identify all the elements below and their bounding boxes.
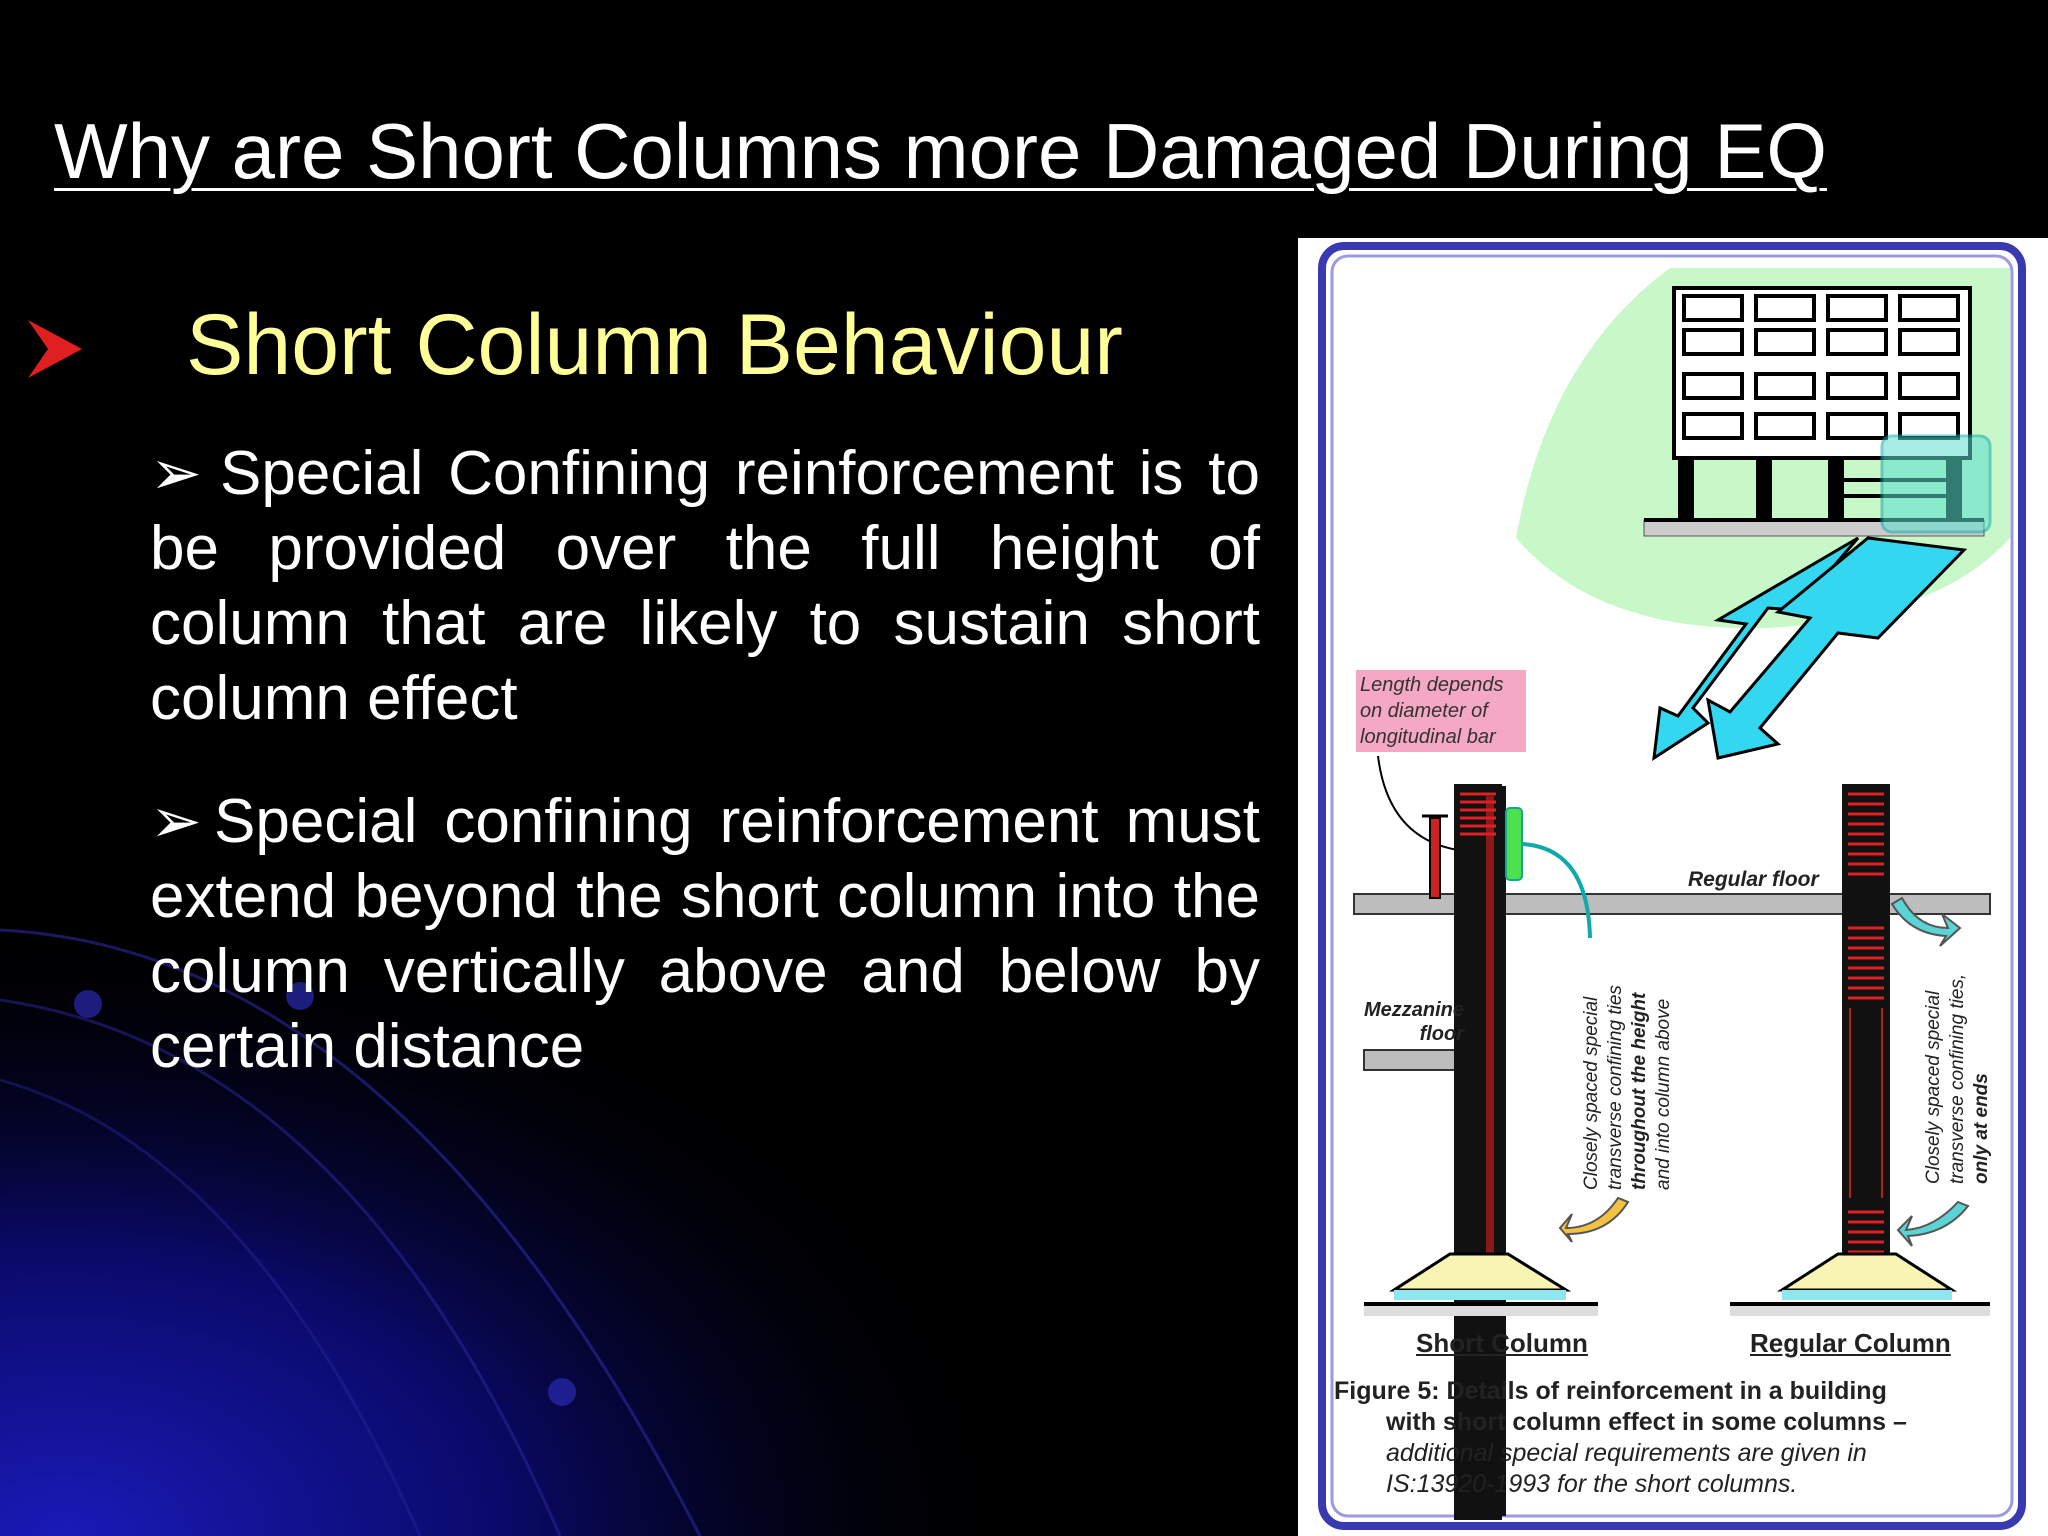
sub-bullet-2 — [150, 784, 1260, 1084]
regular-column-label: Regular Column — [1750, 1328, 1951, 1358]
short-column-annotation — [1580, 985, 1676, 1190]
regular-floor-label: Regular floor — [1688, 868, 1819, 891]
mezzanine-line: floor — [1419, 1023, 1464, 1045]
annotation-line: Closely spaced special — [1923, 990, 1944, 1184]
sub-bullet-icon: ➢ — [150, 439, 202, 508]
mezzanine-line: Mezzanine — [1363, 999, 1464, 1021]
note-line: on diameter of — [1360, 700, 1488, 722]
annotation-line: transverse confining ties — [1605, 985, 1626, 1190]
main-bullet-text: Short Column Behaviour — [186, 297, 1123, 393]
annotation-line: transverse confining ties, — [1947, 973, 1968, 1184]
caption-line: IS:13920-1993 for the short columns. — [1386, 1470, 1798, 1498]
reinforcement-figure — [1298, 238, 2048, 1536]
annotation-line: Closely spaced special — [1581, 996, 1602, 1190]
caption-line: Figure 5: Details of reinforcement in a building — [1334, 1377, 1887, 1405]
slide-title: Why are Short Columns more Damaged During EQ — [54, 107, 1828, 195]
curved-arrow-icon — [1560, 1198, 1628, 1242]
caption-line: with short column effect in some columns – — [1386, 1408, 1907, 1436]
sub-bullet-1 — [150, 436, 1260, 736]
arrow-bullet-icon — [26, 318, 84, 380]
note-line: Length depends — [1360, 674, 1504, 696]
annotation-line: only at ends — [1971, 1073, 1992, 1184]
short-column-label: Short Column — [1416, 1328, 1588, 1358]
figure-caption — [1334, 1376, 2024, 1500]
note-line: longitudinal bar — [1360, 726, 1496, 748]
curved-arrow-icon — [1898, 1202, 1968, 1246]
sub-bullet-icon: ➢ — [150, 787, 202, 856]
caption-line: additional special requirements are given in — [1386, 1439, 1867, 1467]
annotation-line: and into column above — [1653, 998, 1674, 1190]
mezzanine-floor-label — [1352, 998, 1464, 1046]
annotation-line: throughout the height — [1629, 992, 1650, 1190]
sub-bullet-1-text: Special Confining reinforcement is to be provided over the full height of column that are likely to sustain short column effect — [150, 439, 1260, 733]
regular-column-annotation — [1922, 974, 1994, 1184]
length-note — [1356, 670, 1526, 752]
sub-bullet-2-text: Special confining reinforcement must extend beyond the short column into the column vertically above and below by certain distance — [150, 787, 1260, 1081]
